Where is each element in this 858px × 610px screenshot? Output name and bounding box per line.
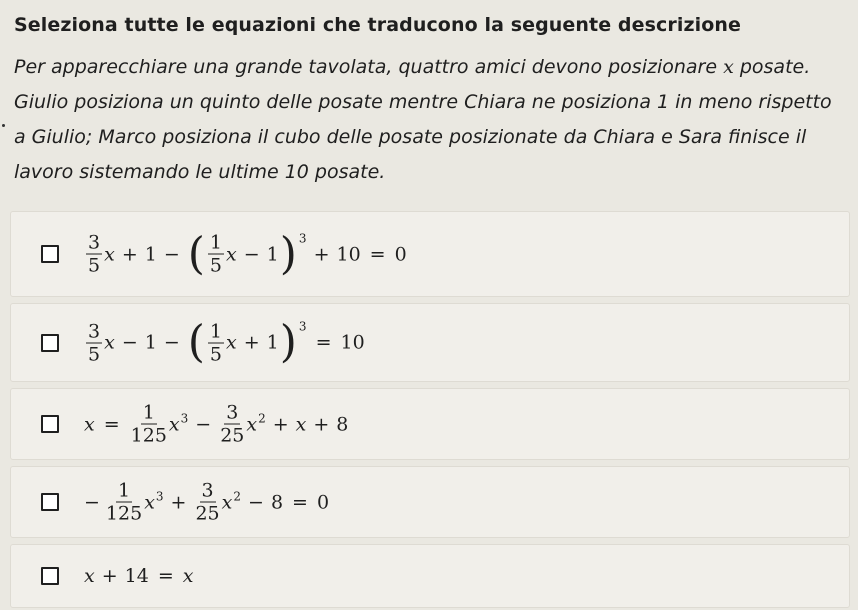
operator: − [84, 491, 100, 513]
fraction [86, 320, 102, 365]
option-5[interactable] [10, 544, 850, 608]
numerator: 1 [142, 401, 155, 424]
fraction [106, 480, 142, 525]
numerator: 3 [226, 401, 239, 424]
variable-x: x [295, 413, 307, 435]
number: 10 [336, 243, 361, 265]
fraction [131, 402, 167, 447]
operator: + [170, 491, 187, 513]
operator: + [121, 243, 138, 265]
variable-x: x [226, 243, 237, 265]
denominator: 5 [209, 254, 223, 277]
operator: − [248, 491, 264, 513]
equals-sign: = [157, 565, 174, 587]
variable-x: x [84, 565, 95, 587]
denominator: 25 [195, 502, 220, 525]
variable-x: x [144, 491, 155, 513]
number: 1 [144, 243, 157, 265]
operator: − [243, 243, 260, 265]
question-title: Seleziona tutte le equazioni che traducono la seguente descrizione [14, 14, 742, 36]
denominator: 5 [209, 343, 223, 365]
operator: − [163, 331, 180, 354]
numerator: 3 [201, 479, 214, 502]
equals-sign: = [315, 331, 332, 354]
fraction [86, 232, 102, 277]
number: 8 [336, 413, 349, 435]
left-paren: ( [187, 228, 205, 279]
variable-x: x [84, 413, 95, 435]
operator: + [243, 331, 260, 354]
operator: + [101, 565, 118, 587]
number: 1 [144, 331, 157, 354]
number: 14 [124, 565, 149, 587]
equals-sign: = [103, 413, 120, 435]
description-part1: Per apparecchiare una grande tavolata, quattro amici devono posizionare [14, 56, 724, 78]
fraction [220, 402, 244, 447]
option-5-checkbox[interactable] [41, 567, 59, 585]
left-paren: ( [187, 316, 205, 368]
number: 8 [270, 491, 284, 513]
numerator: 3 [88, 231, 101, 254]
description-variable: x [723, 56, 734, 78]
right-paren: ) [279, 316, 297, 368]
question-description [14, 50, 844, 190]
exponent: 3 [180, 411, 189, 425]
numerator: 3 [88, 320, 101, 342]
option-1[interactable] [10, 211, 850, 297]
variable-x: x [182, 565, 194, 587]
fraction [208, 232, 224, 277]
denominator: 25 [220, 424, 245, 447]
number: 1 [266, 331, 279, 354]
fraction [195, 480, 219, 525]
option-2-checkbox[interactable] [41, 334, 59, 352]
exponent: 3 [155, 489, 164, 503]
option-1-equation [84, 228, 407, 279]
equals-sign: = [292, 491, 308, 513]
option-5-equation [84, 565, 193, 587]
number: 10 [340, 331, 365, 354]
denominator: 125 [105, 502, 143, 525]
variable-x: x [104, 331, 115, 354]
exponent: 3 [298, 319, 307, 334]
denominator: 5 [88, 254, 101, 277]
number: 1 [266, 243, 279, 265]
description-part2: posate. Giulio posiziona un quinto delle posate mentre Chiara ne posiziona 1 in meno rispetto a Giulio; Marco posiziona il cubo delle posate posizionate da Chiara e Sara finisce il lavoro sistemando le ultime 10 posate. [14, 56, 832, 183]
number: 0 [394, 243, 407, 265]
numerator: 1 [118, 479, 131, 502]
fraction [208, 320, 224, 365]
equals-sign: = [369, 243, 386, 265]
option-3-checkbox[interactable] [41, 415, 59, 433]
denominator: 5 [88, 343, 101, 365]
operator: − [195, 413, 212, 435]
number: 0 [316, 491, 330, 513]
option-1-checkbox[interactable] [41, 245, 59, 263]
exponent: 2 [233, 489, 242, 503]
operator: − [121, 331, 138, 354]
variable-x: x [104, 243, 115, 265]
numerator: 1 [209, 320, 223, 342]
exponent: 2 [258, 411, 266, 425]
exponent: 3 [298, 231, 307, 245]
option-2-equation [84, 316, 365, 368]
numerator: 1 [209, 231, 223, 254]
option-2[interactable] [10, 303, 850, 382]
operator: + [313, 413, 330, 435]
right-paren: ) [279, 228, 297, 279]
variable-x: x [246, 413, 258, 435]
operator: + [272, 413, 289, 435]
variable-x: x [226, 331, 237, 354]
option-3[interactable] [10, 388, 850, 460]
variable-x: x [168, 413, 180, 435]
option-4-checkbox[interactable] [41, 493, 59, 511]
variable-x: x [221, 491, 233, 513]
option-3-equation [84, 402, 348, 447]
option-4-equation [84, 480, 329, 525]
denominator: 125 [130, 424, 167, 447]
stray-dot [2, 124, 5, 127]
operator: − [163, 243, 180, 265]
option-4[interactable] [10, 466, 850, 538]
operator: + [313, 243, 330, 265]
